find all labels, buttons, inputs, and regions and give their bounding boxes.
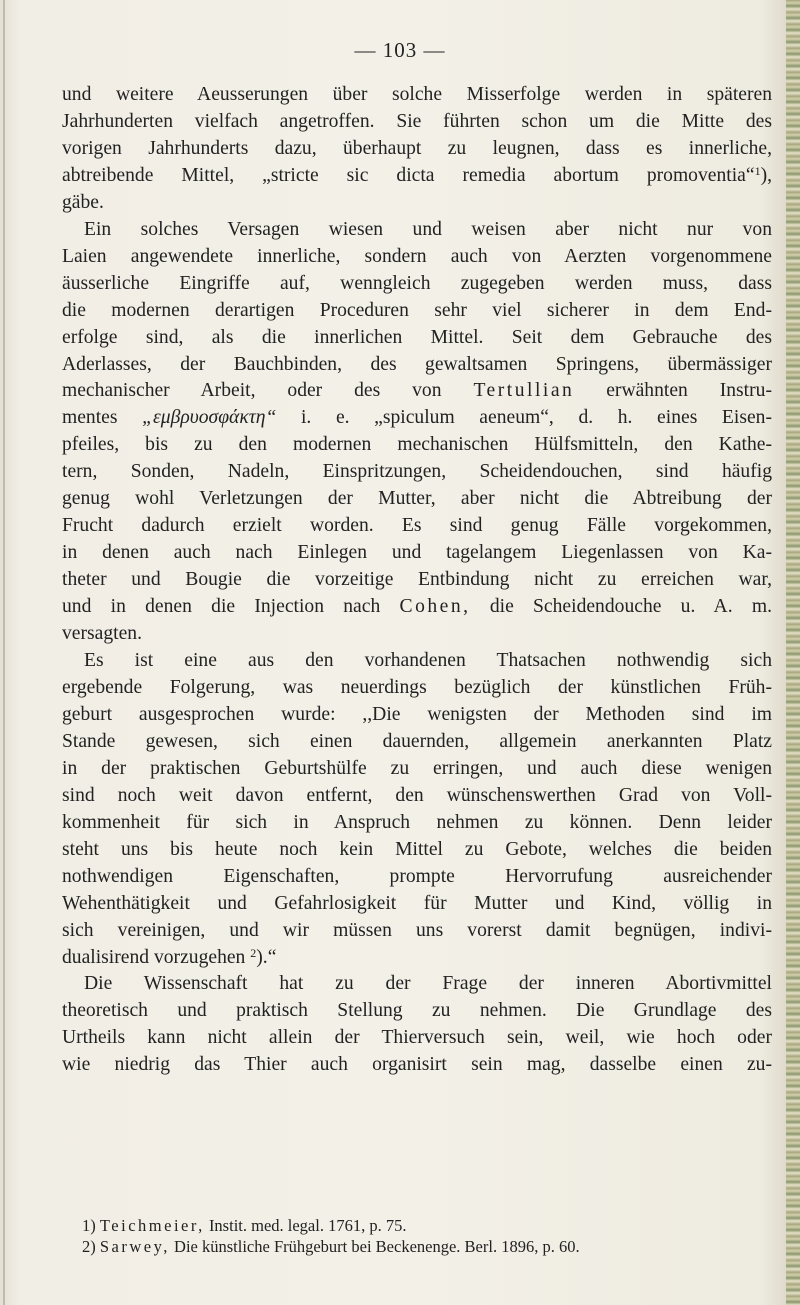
- text-line: Stande gewesen, sich einen dauernden, allgemein anerkannten Platz: [62, 730, 772, 752]
- text-line: theoretisch und praktisch Stellung zu nehmen. Die Grundlage des: [62, 1000, 772, 1022]
- text-line: wie niedrig das Thier auch organisirt sein mag, dasselbe einen zu-: [62, 1054, 772, 1076]
- text-line: ergebende Folgerung, was neuerdings bezüglich der künstlichen Früh-: [62, 676, 772, 698]
- greek-term: „εμβρυοσφάκτη“: [142, 407, 277, 429]
- page-edge-shadow: [3, 0, 5, 1305]
- text-line: tern, Sonden, Nadeln, Einspritzungen, Scheidendouchen, sind häufig: [62, 461, 772, 483]
- book-spine-edge: [786, 0, 800, 1305]
- text-line: geburt ausgesprochen wurde: ,,Die wenigsten der Methoden sind im: [62, 703, 772, 725]
- text-fragment: i. e. „spiculum aeneum“, d. h. eines Eisen-: [300, 407, 772, 429]
- body-text: [62, 82, 772, 1079]
- text-line: genug wohl Verletzungen der Mutter, aber nicht die Abtreibung der: [62, 488, 772, 510]
- text-line: Wehenthätigkeit und Gefahrlosigkeit für Mutter und Kind, völlig in: [62, 892, 772, 914]
- text-fragment: die Scheidendouche u. A. m.: [489, 596, 772, 618]
- text-line: sind noch weit davon entfernt, den wünschenswerthen Grad von Voll-: [62, 784, 772, 806]
- text-fragment: ),: [760, 164, 772, 186]
- text-fragment: abtreibende Mittel, „stricte sic dicta remedia abortum promoventia“: [62, 164, 755, 186]
- footnote-ref-2: 2: [250, 945, 257, 960]
- text-line: sich vereinigen, und wir müssen uns vorerst damit begnügen, indivi-: [62, 919, 772, 941]
- text-line: Frucht dadurch erzielt worden. Es sind genug Fälle vorgekommen,: [62, 515, 772, 537]
- text-line: in denen auch nach Einlegen und tagelangem Liegenlassen von Ka-: [62, 542, 772, 564]
- footnote-2: [82, 1236, 772, 1257]
- text-line: gäbe.: [62, 191, 104, 213]
- footnote-author: Sarwey,: [99, 1237, 170, 1256]
- text-line: versagten.: [62, 623, 142, 645]
- text-fragment: mechanischer Arbeit, oder des von: [62, 380, 442, 402]
- footnotes: [82, 1215, 772, 1257]
- text-line: erfolge sind, als die innerlichen Mittel. Seit dem Gebrauche des: [62, 326, 772, 348]
- text-line: [62, 163, 772, 190]
- text-line: und weitere Aeusserungen über solche Misserfolge werden in späteren: [62, 84, 772, 105]
- text-line: äusserliche Eingriffe auf, wenngleich zugegeben werden muss, dass: [62, 272, 772, 294]
- footnote-marker: 2): [82, 1237, 96, 1256]
- page-number: — 103 —: [354, 38, 446, 62]
- text-fragment: erwähnten Instru-: [606, 380, 772, 402]
- footnote-text: Instit. med. legal. 1761, p. 75.: [208, 1216, 407, 1235]
- text-fragment: mentes: [62, 407, 118, 429]
- text-fragment: dualisirend vorzugehen: [62, 946, 246, 968]
- text-line: Aderlasses, der Bauchbinden, des gewaltsamen Springens, übermässiger: [62, 353, 772, 375]
- text-line: [62, 594, 772, 621]
- text-line: [62, 945, 772, 972]
- text-line: nothwendigen Eigenschaften, prompte Hervorrufung ausreichender: [62, 865, 772, 887]
- text-fragment: und in denen die Injection nach: [62, 596, 381, 618]
- footnote-ref-1: 1: [754, 163, 761, 178]
- text-line: in der praktischen Geburtshülfe zu erringen, und auch diese wenigen: [62, 757, 772, 779]
- text-line: pfeiles, bis zu den modernen mechanischen Hülfsmitteln, den Kathe-: [62, 434, 772, 456]
- text-line: [62, 378, 772, 405]
- paragraph-start: Die Wissenschaft hat zu der Frage der inneren Abortivmittel: [84, 973, 772, 995]
- text-line: Laien angewendete innerliche, sondern auch von Aerzten vorgenommene: [62, 245, 772, 267]
- author-name-tertullian: Tertullian: [473, 380, 575, 402]
- text-line: [62, 405, 772, 432]
- text-line: Jahrhunderten vielfach angetroffen. Sie führten schon um die Mitte des: [62, 110, 772, 132]
- author-name-cohen: Cohen,: [399, 596, 471, 618]
- paragraph-start: Ein solches Versagen wiesen und weisen aber nicht nur von: [84, 218, 772, 240]
- footnote-text: Die künstliche Frühgeburt bei Beckenenge. Berl. 1896, p. 60.: [174, 1237, 580, 1256]
- text-fragment: ).“: [256, 946, 277, 968]
- footnote-marker: 1): [82, 1216, 96, 1235]
- footnote-author: Teichmeier,: [99, 1216, 205, 1235]
- text-line: steht uns bis heute noch kein Mittel zu Gebote, welches die beiden: [62, 838, 772, 860]
- paragraph-start: Es ist eine aus den vorhandenen Thatsachen nothwendig sich: [84, 650, 772, 672]
- text-line: Urtheils kann nicht allein der Thierversuch sein, weil, wie hoch oder: [62, 1027, 772, 1049]
- text-line: kommenheit für sich in Anspruch nehmen zu können. Denn leider: [62, 811, 772, 833]
- text-line: die modernen derartigen Proceduren sehr viel sicherer in dem End-: [62, 299, 772, 321]
- text-line: vorigen Jahrhunderts dazu, überhaupt zu leugnen, dass es innerliche,: [62, 137, 772, 159]
- text-line: theter und Bougie die vorzeitige Entbindung nicht zu erreichen war,: [62, 569, 772, 591]
- footnote-1: [82, 1215, 772, 1236]
